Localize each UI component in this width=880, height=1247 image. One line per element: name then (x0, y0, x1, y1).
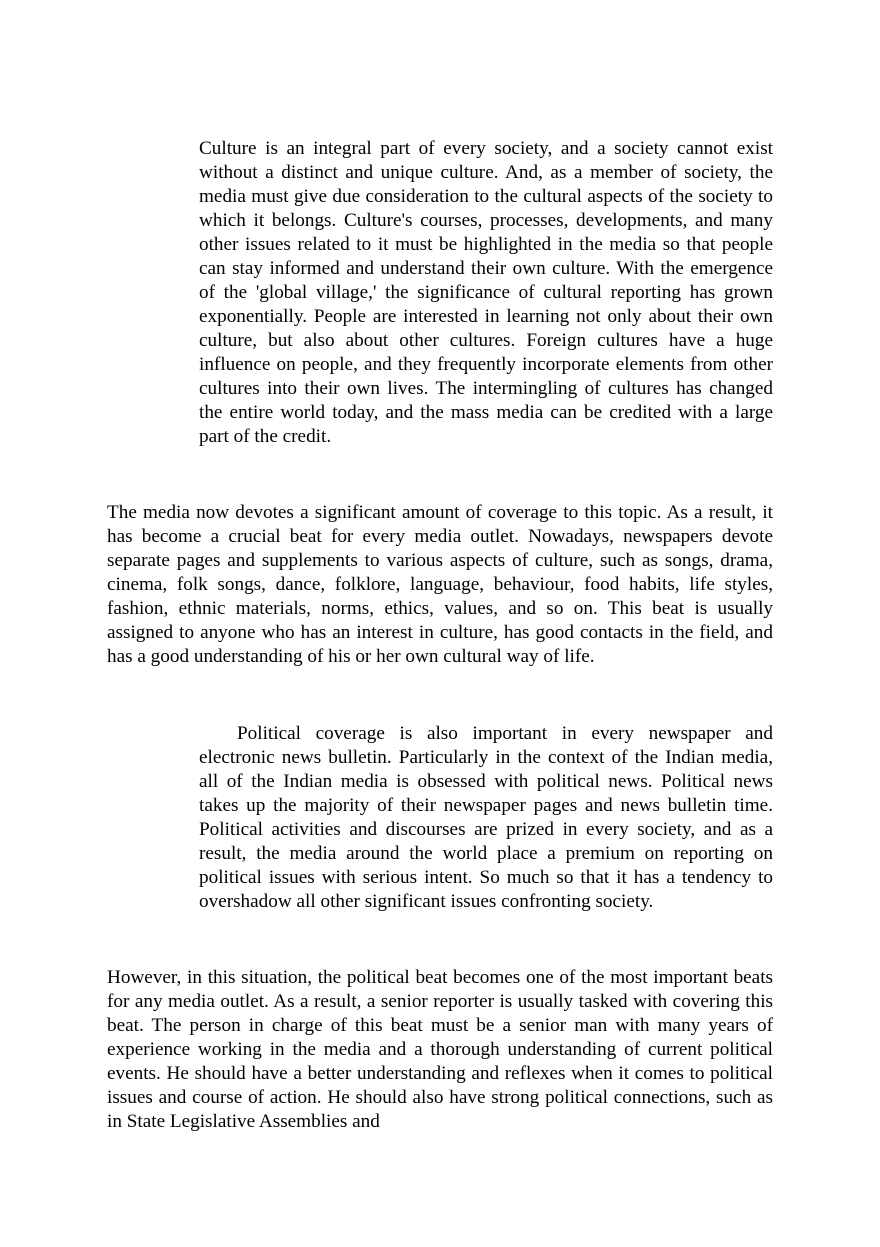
paragraph-political-coverage: Political coverage is also important in every newspaper and electronic news bulletin. Particularly in the context of the Indian media, all of the Indian media is obsessed with political news. Political news takes up the majority of their newspaper pages and news bulletin time. Political activities and discourses are prized in every society, and as a result, the media around the world place a premium on reporting on political issues with serious intent. So much so that it has a tendency to overshadow all other significant issues confronting society. (199, 723, 773, 912)
paragraph-culture-beat: The media now devotes a significant amount of coverage to this topic. As a result, it has become a crucial beat for every media outlet. Nowadays, newspapers devote separate pages and supplements to various aspects of culture, such as songs, drama, cinema, folk songs, dance, folklore, language, behaviour, food habits, life styles, fashion, ethnic materials, norms, ethics, values, and so on. This beat is usually assigned to anyone who has an interest in culture, has good contacts in the field, and has a good understanding of his or her own cultural way of life. (107, 502, 773, 667)
paragraph-culture-intro: Culture is an integral part of every society, and a society cannot exist without a distinct and unique culture. And, as a member of society, the media must give due consideration to the cultural aspects of the society to which it belongs. Culture's courses, processes, developments, and many other issues related to it must be highlighted in the media so that people can stay informed and understand their own culture. With the emergence of the 'global village,' the significance of cultural reporting has grown exponentially. People are interested in learning not only about their own culture, but also about other cultures. Foreign cultures have a huge influence on people, and they frequently incorporate elements from other cultures into their own lives. The intermingling of cultures has changed the entire world today, and the mass media can be credited with a large part of the credit. (199, 138, 773, 447)
paragraph-political-beat: However, in this situation, the political beat becomes one of the most important beats for any media outlet. As a result, a senior reporter is usually tasked with covering this beat. The person in charge of this beat must be a senior man with many years of experience working in the media and a thorough understanding of current political events. He should have a better understanding and reflexes when it comes to political issues and course of action. He should also have strong political connections, such as in State Legislative Assemblies and (107, 967, 773, 1132)
